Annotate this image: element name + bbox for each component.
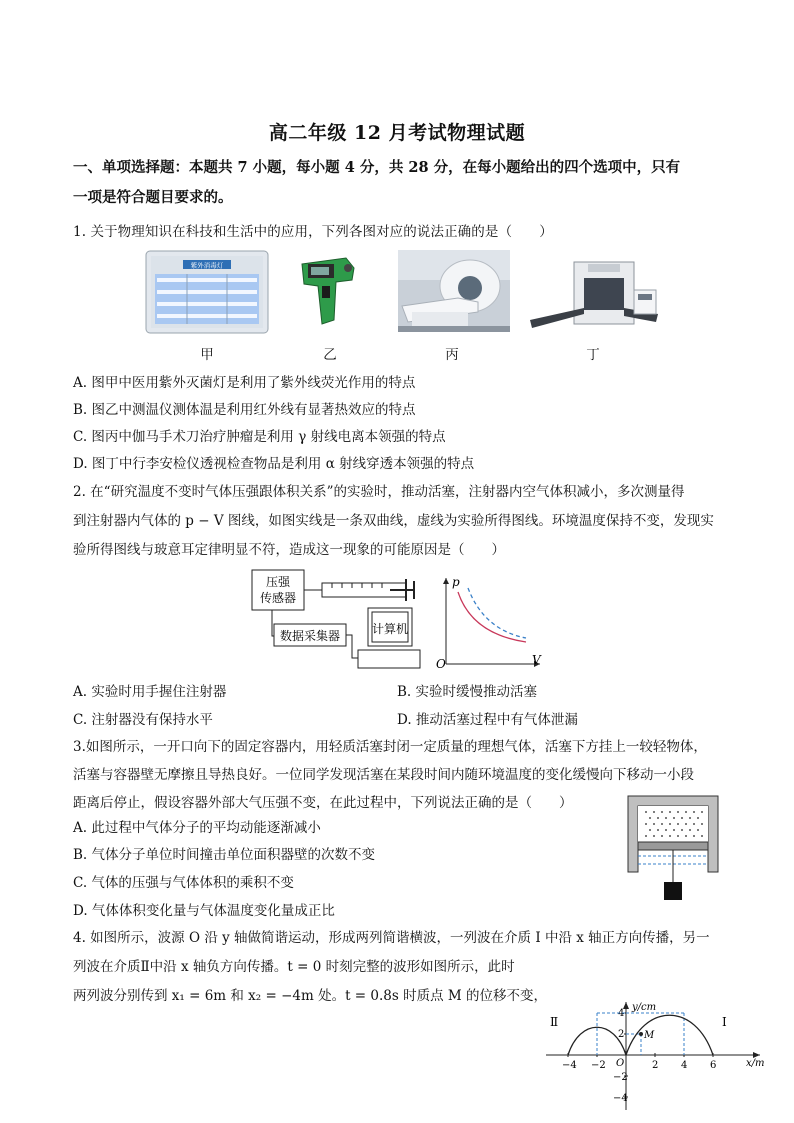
x-tick-2: 2: [652, 1060, 659, 1071]
pressure-sensor-label-1: 压强: [265, 575, 291, 589]
section-heading-line1: 一、单项选择题：本题共 7 小题，每小题 4 分，共 28 分，在每小题给出的四个选项中，只有: [73, 159, 681, 176]
q2-stem-line2: 到注射器内气体的 p − V 图线，如图实线是一条双曲线，虚线为实验所得图线。环境温度保持不变，发现实: [73, 513, 714, 529]
q3-option-c: C. 气体的压强与气体体积的乘积不变: [73, 875, 294, 891]
x-axis-label: x/m: [746, 1058, 765, 1069]
q4-stem-line1: 4. 如图所示，波源 O 沿 y 轴做简谐运动，形成两列简谐横波，一列波在介质 Ⅰ 中沿 x 轴正方向传播，另一: [73, 930, 710, 946]
pressure-sensor-label-2: 传感器: [259, 591, 297, 605]
q1-option-a: A. 图甲中医用紫外灭菌灯是利用了紫外线荧光作用的特点: [73, 375, 416, 391]
thermometer-image: [296, 250, 360, 334]
x-tick-6: 6: [710, 1060, 717, 1071]
caption-bing: 丙: [445, 347, 459, 363]
y-tick-neg4: −4: [613, 1093, 628, 1104]
q2-option-a: A. 实验时用手握住注射器: [73, 684, 227, 700]
q3-stem-line3: 距离后停止，假设容器外部大气压强不变，在此过程中，下列说法正确的是（ ）: [73, 795, 573, 811]
wave-origin-label: O: [616, 1058, 625, 1069]
data-collector-label: 数据采集器: [279, 629, 341, 643]
uv-lamp-image: [145, 250, 269, 334]
caption-ding: 丁: [586, 347, 600, 363]
axis-p-label: p: [452, 575, 460, 589]
q3-option-a: A. 此过程中气体分子的平均动能逐渐减小: [73, 820, 321, 836]
caption-jia: 甲: [200, 347, 214, 363]
experiment-dashed-curve: [468, 588, 526, 638]
wave-medium-1: [626, 1015, 713, 1055]
q2-option-d: D. 推动活塞过程中有气体泄漏: [397, 712, 578, 728]
axis-v-label: V: [532, 653, 541, 667]
xray-scanner-image: [528, 250, 660, 334]
q2-option-c: C. 注射器没有保持水平: [73, 712, 213, 728]
q3-container-diagram: [626, 794, 720, 906]
caption-yi: 乙: [323, 347, 337, 363]
piston: [638, 842, 708, 850]
q2-option-b: B. 实验时缓慢推动活塞: [397, 684, 538, 700]
y-axis-label: y/cm: [632, 1002, 657, 1013]
q4-wave-graph: [540, 998, 772, 1116]
q3-stem-line2: 活塞与容器壁无摩擦且导热良好。一位同学发现活塞在某段时间内随环境温度的变化缓慢向下移动一小段: [73, 767, 694, 783]
hyperbola-solid-curve: [458, 592, 526, 642]
q4-stem-line2: 列波在介质Ⅱ中沿 x 轴负方向传播。t = 0 时刻完整的波形如图所示，此时: [73, 959, 515, 975]
x-tick-4: 4: [681, 1060, 688, 1071]
y-tick-4: 4: [618, 1008, 625, 1019]
section-heading: [73, 153, 733, 213]
q2-apparatus-diagram: [246, 564, 550, 672]
page-title: 高二年级 12 月考试物理试题: [268, 122, 526, 144]
section-heading-line2: 一项是符合题目要求的。: [73, 189, 233, 206]
point-m: [639, 1032, 643, 1036]
y-tick-neg2: −2: [613, 1072, 628, 1083]
point-m-label: M: [644, 1030, 655, 1041]
y-tick-2: 2: [618, 1029, 625, 1040]
lamp-label: 紫外消毒灯: [190, 261, 224, 270]
q3-option-d: D. 气体体积变化量与气体温度变化量成正比: [73, 903, 335, 919]
q3-option-b: B. 气体分子单位时间撞击单位面积器壁的次数不变: [73, 847, 376, 863]
computer-label: 计算机: [371, 622, 409, 636]
q1-stem: 1. 关于物理知识在科技和生活中的应用，下列各图对应的说法正确的是（ ）: [73, 224, 553, 240]
region-2-label: Ⅱ: [550, 1015, 559, 1029]
q3-stem-line1: 3.如图所示，一开口向下的固定容器内，用轻质活塞封闭一定质量的理想气体，活塞下方挂上一较轻物体，: [73, 739, 707, 755]
q2-stem-line1: 2. 在“研究温度不变时气体压强跟体积关系”的实验时，推动活塞，注射器内空气体积减小，多次测量得: [73, 484, 685, 500]
computer-base: [358, 650, 420, 668]
q1-option-c: C. 图丙中伽马手术刀治疗肿瘤是利用 γ 射线电离本领强的特点: [73, 429, 446, 445]
q1-option-b: B. 图乙中测温仪测体温是利用红外线有显著热效应的特点: [73, 402, 416, 418]
region-1-label: Ⅰ: [722, 1015, 727, 1029]
x-tick-neg2: −2: [591, 1060, 606, 1071]
q4-stem-line3: 两列波分别传到 x₁ = 6m 和 x₂ = −4m 处。t = 0.8s 时质点 M 的位移不变，: [73, 988, 548, 1004]
x-tick-neg4: −4: [562, 1060, 577, 1071]
q1-option-d: D. 图丁中行李安检仪透视检查物品是利用 α 射线穿透本领强的特点: [73, 456, 475, 472]
q2-stem-line3: 验所得图线与玻意耳定律明显不符，造成这一现象的可能原因是（ ）: [73, 542, 505, 558]
gamma-knife-image: [398, 250, 510, 332]
hanging-weight: [664, 882, 682, 900]
origin-label: O: [436, 657, 446, 671]
